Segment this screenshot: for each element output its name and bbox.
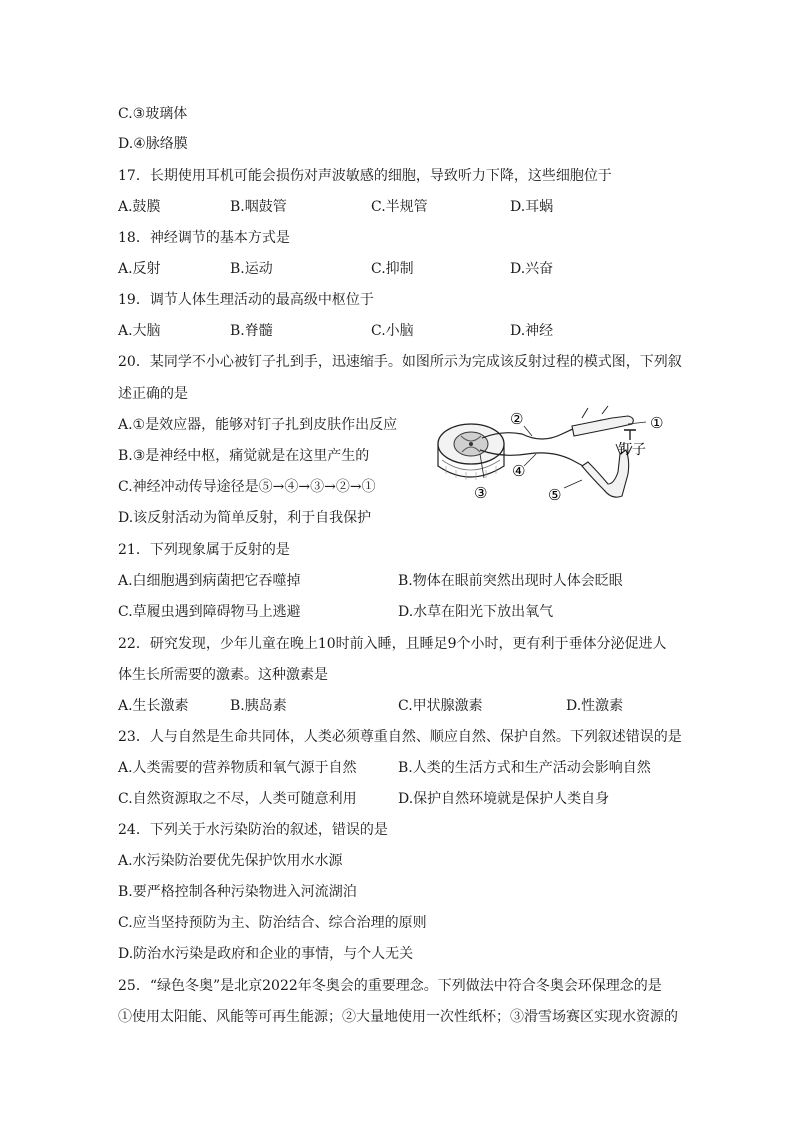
q19-option-d: D.神经	[510, 323, 554, 339]
option-d-16: D.④脉络膜	[118, 136, 188, 152]
q24-option-c: C.应当坚持预防为主、防治结合、综合治理的原则	[118, 915, 427, 931]
q21-option-b: B.物体在眼前突然出现时人体会眨眼	[398, 573, 623, 589]
q24-option-a: A.水污染防治要优先保护饮用水水源	[118, 853, 343, 869]
q20-option-b: B.③是神经中枢，痛觉就是在这里产生的	[118, 448, 370, 464]
label-4: ④	[512, 462, 526, 480]
question-22-line-2: 体生长所需要的激素。这种激素是	[118, 667, 328, 683]
q23-option-b: B.人类的生活方式和生产活动会影响自然	[398, 760, 651, 776]
q22-option-a: A.生长激素	[118, 698, 189, 714]
label-3: ③	[474, 484, 488, 502]
question-21: 21．下列现象属于反射的是	[118, 542, 290, 558]
label-1: ①	[650, 414, 664, 432]
question-22-line-1: 22．研究发现，少年儿童在晚上10时前入睡，且睡足9个小时，更有利于垂体分泌促进人	[118, 636, 667, 652]
question-19: 19．调节人体生理活动的最高级中枢位于	[118, 292, 374, 308]
question-23: 23．人与自然是生命共同体，人类必须尊重自然、顺应自然、保护自然。下列叙述错误的是	[118, 729, 682, 745]
q20-option-d: D.该反射活动为简单反射，利于自我保护	[118, 510, 372, 526]
q18-option-c: C.抑制	[371, 261, 414, 277]
q22-option-b: B.胰岛素	[230, 698, 287, 714]
question-24: 24．下列关于水污染防治的叙述，错误的是	[118, 822, 388, 838]
q21-option-d: D.水草在阳光下放出氧气	[398, 604, 554, 620]
label-5: ⑤	[548, 486, 562, 504]
question-20-line-1: 20．某同学不小心被钉子扎到手，迅速缩手。如图所示为完成该反射过程的模式图，下列叙	[118, 354, 682, 370]
q17-option-b: B.咽鼓管	[230, 199, 287, 215]
q19-option-b: B.脊髓	[230, 323, 273, 339]
q23-option-a: A.人类需要的营养物质和氧气源于自然	[118, 760, 357, 776]
question-25-line-2: ①使用太阳能、风能等可再生能源；②大量地使用一次性纸杯；③滑雪场赛区实现水资源的	[118, 1009, 678, 1025]
q21-option-c: C.草履虫遇到障碍物马上逃避	[118, 604, 301, 620]
q17-option-c: C.半规管	[371, 199, 428, 215]
q20-option-a: A.①是效应器，能够对钉子扎到皮肤作出反应	[118, 417, 398, 433]
nail-label: 钉子	[618, 442, 646, 458]
q21-option-a: A.白细胞遇到病菌把它吞噬掉	[118, 573, 301, 589]
q22-option-d: D.性激素	[566, 698, 624, 714]
question-25-line-1: 25．“绿色冬奥”是北京2022年冬奥会的重要理念。下列做法中符合冬奥会环保理念的是	[118, 978, 662, 994]
spinal-cord-illustration	[438, 424, 504, 480]
q18-option-d: D.兴奋	[510, 261, 554, 277]
question-17: 17．长期使用耳机可能会损伤对声波敏感的细胞，导致听力下降，这些细胞位于	[118, 168, 612, 184]
q19-option-c: C.小脑	[371, 323, 414, 339]
nail-illustration	[624, 430, 636, 440]
reflex-arc-diagram	[432, 404, 668, 512]
q20-option-c: C.神经冲动传导途径是⑤→④→③→②→①	[118, 479, 376, 495]
label-2: ②	[510, 410, 524, 428]
arm-hand-illustration	[572, 406, 633, 436]
q23-option-c: C.自然资源取之不尽，人类可随意利用	[118, 791, 357, 807]
q24-option-d: D.防治水污染是政府和企业的事情，与个人无关	[118, 946, 414, 962]
q19-option-a: A.大脑	[118, 323, 161, 339]
question-20-line-2: 述正确的是	[118, 386, 188, 402]
q18-option-a: A.反射	[118, 261, 161, 277]
q17-option-d: D.耳蜗	[510, 199, 554, 215]
question-18: 18．神经调节的基本方式是	[118, 230, 290, 246]
q17-option-a: A.鼓膜	[118, 199, 161, 215]
q23-option-d: D.保护自然环境就是保护人类自身	[398, 791, 610, 807]
q24-option-b: B.要严格控制各种污染物进入河流湖泊	[118, 884, 357, 900]
q18-option-b: B.运动	[230, 261, 273, 277]
q22-option-c: C.甲状腺激素	[398, 698, 483, 714]
option-c-16: C.③玻璃体	[118, 106, 188, 122]
